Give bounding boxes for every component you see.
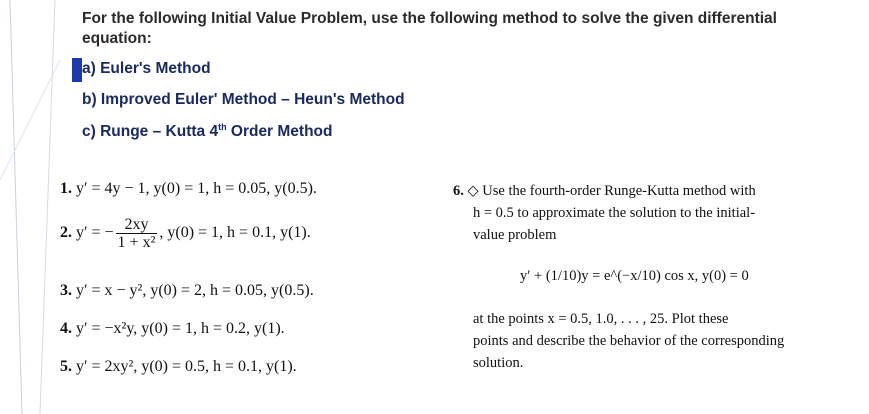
problem-2: 2. y′ = − $\frac{2xy}{\text{1 + x²}}$ , y(0) = 1, h = 0.1, y(1). [60, 216, 311, 251]
problem-5: 5. y′ = 2xy², y(0) = 0.5, h = 0.1, y(1). [60, 358, 297, 375]
option-runge-kutta: c) Runge – Kutta 4th Order Method [82, 122, 333, 141]
fraction: $\frac{2xy}{\text{1 + x²}}$ [117, 216, 156, 251]
problem-6-continued: at the points x = 0.5, 1.0, . . . , 25. Plot these points and describe the behavior of the corresponding solution. [473, 311, 785, 371]
slide-marker [72, 58, 82, 82]
problem-1: 1. y′ = 4y − 1, y(0) = 1, h = 0.05, y(0.5). [60, 180, 317, 197]
problem-4: 4. y′ = −x²y, y(0) = 1, h = 0.2, y(1). [60, 320, 285, 337]
problem-6-equation: y′ + (1/10)y = e^(−x/10) cos x, y(0) = 0 [520, 268, 749, 284]
problem-3: 3. y′ = x − y², y(0) = 2, h = 0.05, y(0.5). [60, 282, 314, 299]
option-improved-euler: b) Improved Euler' Method – Heun's Method [82, 91, 405, 108]
diamond-icon: ◇ [467, 183, 479, 199]
instruction-header: For the following Initial Value Problem, use the following method to solve the given differential equation: [82, 10, 777, 47]
option-euler: a) Euler's Method [82, 60, 211, 77]
problem-6: 6. ◇ Use the fourth-order Runge-Kutta method with h = 0.5 to approximate the solution to the initial- value problem [453, 183, 756, 243]
